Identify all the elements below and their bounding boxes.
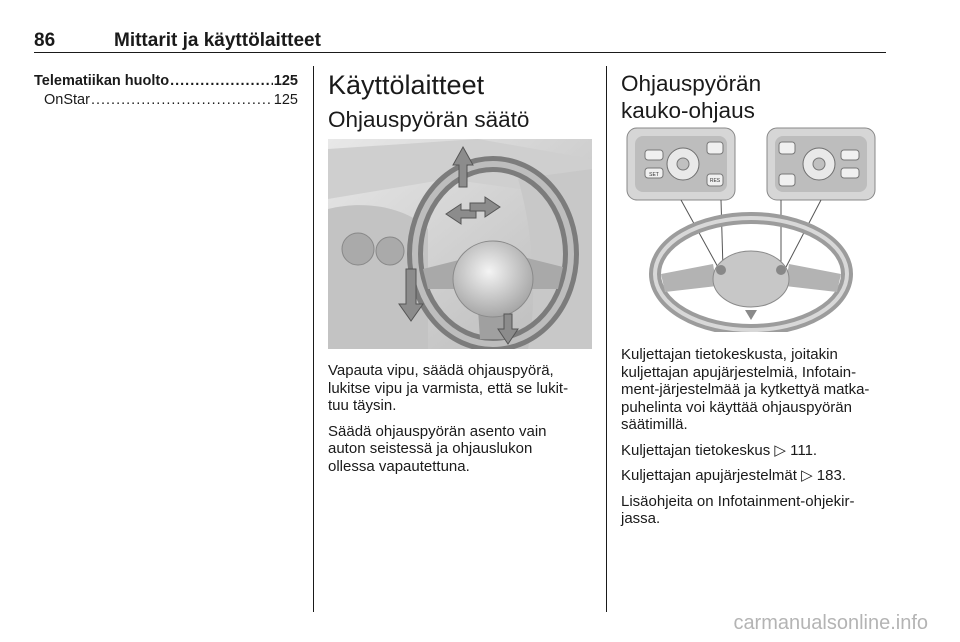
section-heading: Käyttölaitteet [328,70,485,100]
toc-entry-telematics[interactable] [34,72,298,91]
right-body-text [621,346,889,536]
set-button-label: SET [649,172,659,178]
text-line: säätimillä. [621,416,688,433]
toc-entry-onstar[interactable] [34,91,298,110]
steering-adjustment-illustration [328,139,592,349]
text-line: jassa. [621,510,661,527]
toc-leader-dots [170,72,273,91]
right-column [621,70,887,124]
heading-line: Ohjauspyörän [621,71,762,96]
text-line: auton seistessä ja ohjauslukon [328,440,533,457]
text-line: Lisäohjeita on Infotainment-ohjekir- [621,492,855,510]
paragraph [621,346,889,434]
steering-wheel-drawing [328,139,592,349]
toc-leader-dots [91,91,273,110]
watermark: carmanualsonline.info [733,612,928,634]
text-line: Kuljettajan tietokeskus ▷ 111. [621,441,818,459]
text-line: puhelinta voi käyttää ohjauspyörän [621,398,852,416]
text-line: Kuljettajan tietokeskusta, joitakin [621,346,838,363]
text-line: tuu täysin. [328,397,397,414]
res-button-label: RES [709,178,721,184]
remote-control-drawing [621,124,885,332]
section-subheading: Ohjauspyörän säätö [328,107,530,132]
toc-entry-label: Telematiikan huolto [34,73,170,89]
paragraph [621,493,889,528]
toc-entry-label: OnStar [44,92,90,108]
cross-reference-driver-info[interactable] [621,442,889,460]
page-header [34,30,886,53]
remote-control-illustration [621,124,885,332]
text-line: Kuljettajan apujärjestelmät ▷ 183. [621,467,846,484]
page-number: 86 [34,30,56,51]
toc-entry-page: 125 [273,73,298,89]
middle-column [328,70,592,133]
paragraph [328,362,592,415]
text-line: ment-järjestelmää ja kytkettyä matka- [621,381,870,398]
cross-reference-driver-assistance[interactable] [621,467,889,485]
page-title: Mittarit ja käyttölaitteet [114,30,321,51]
paragraph [328,423,592,476]
text-line: lukitse vipu ja varmista, että se lukit- [328,379,569,397]
text-line: kuljettajan apujärjestelmiä, Infotain- [621,363,857,381]
column-divider-2 [606,66,607,612]
text-line: ollessa vapautettuna. [328,457,470,475]
heading-line: kauko-ohjaus [621,98,755,123]
toc-entry-page: 125 [273,92,298,108]
text-line: Säädä ohjauspyörän asento vain [328,422,547,440]
text-line: Vapauta vipu, säädä ohjauspyörä, [328,362,554,379]
section-heading [621,70,887,124]
middle-body-text [328,362,592,483]
table-of-contents [34,72,298,110]
column-divider-1 [313,66,314,612]
